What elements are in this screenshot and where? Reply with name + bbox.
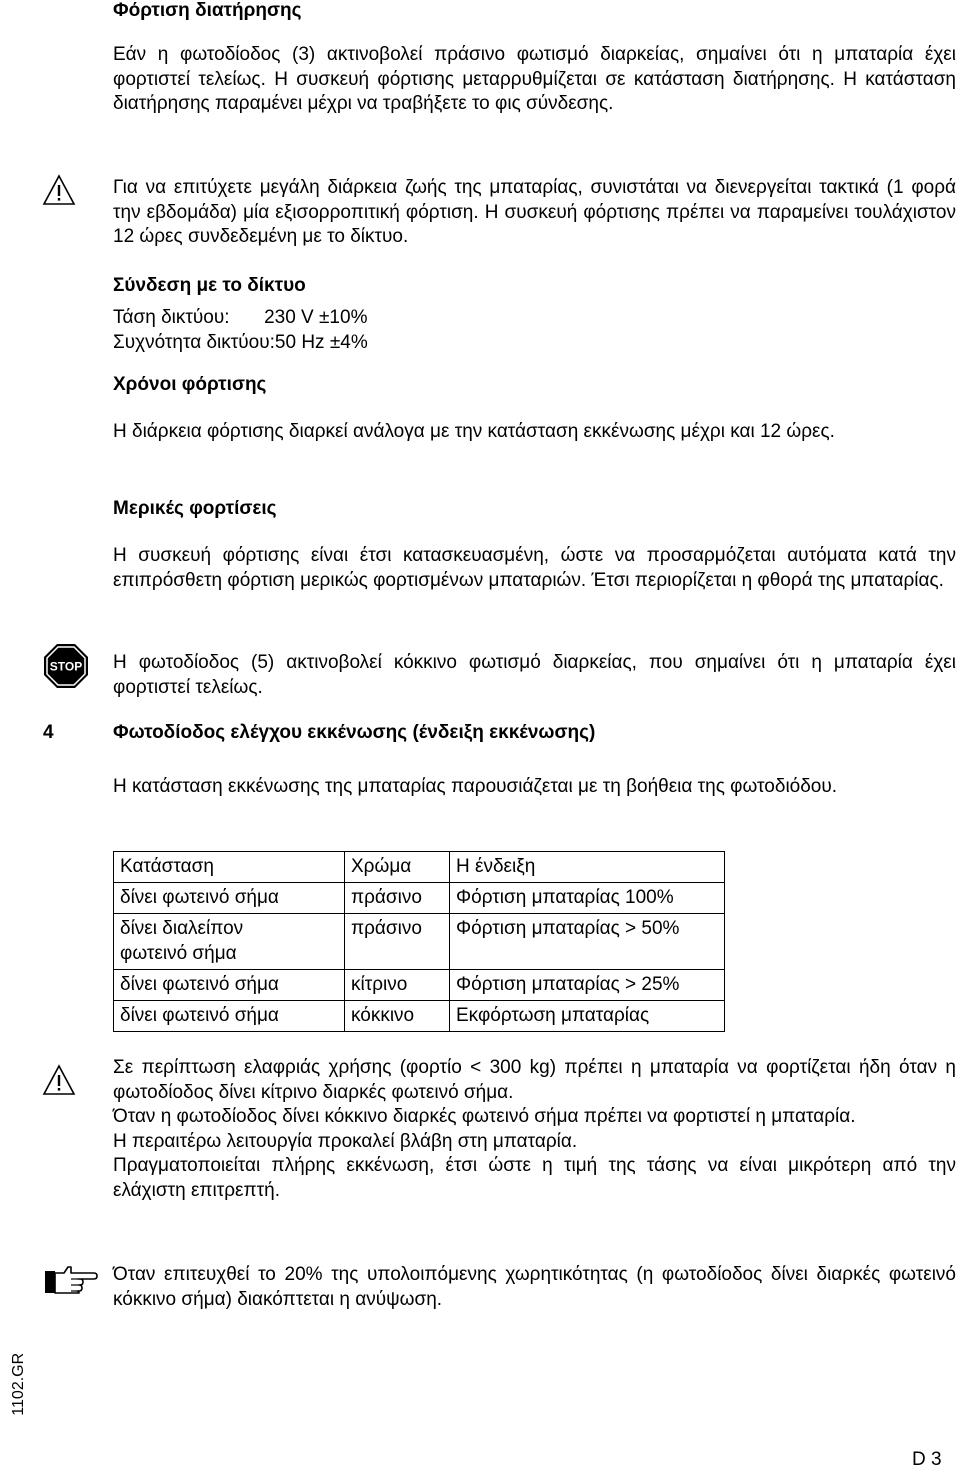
frequency-value: 50 Hz ±4% <box>274 332 368 353</box>
table-cell: κόκκινο <box>345 1001 450 1032</box>
mains-voltage-row <box>113 306 713 331</box>
charging-times-heading: Χρόνοι φόρτισης <box>113 374 267 395</box>
partial-charges-text: Η συσκευή φόρτισης είναι έτσι κατασκευασμένη, ώστε να προσαρμόζεται αυτόματα κατά την επιπρόσθετη φόρτιση μερικώς φορτισμένων μπαταριών. Έτσι περιορίζεται η φθορά της μπαταρίας. <box>113 545 956 591</box>
table-row <box>114 970 725 1001</box>
table-row <box>114 883 725 914</box>
table-header-row <box>114 852 725 883</box>
warning-discharge-line: Σε περίπτωση ελαφριάς χρήσης (φορτίο < 300 kg) πρέπει η μπαταρία να φορτίζεται ήδη όταν η φωτοδίοδος δίνει κίτρινο διαρκές φωτεινό σήμα. <box>113 1057 956 1103</box>
table-header-cell: Η ένδειξη <box>450 852 725 883</box>
page-number: D 3 <box>912 1449 942 1470</box>
hand-note-text: Όταν επιτευχθεί το 20% της υπολοιπόμενης χωρητικότητας (η φωτοδίοδος δίνει διαρκές φωτεινό κόκκινο σήμα) διακόπτεται η ανύψωση. <box>113 1264 956 1310</box>
warning-discharge-line: Η περαιτέρω λειτουργία προκαλεί βλάβη στη μπαταρία. <box>113 1130 578 1152</box>
table-cell: δίνει φωτεινό σήμα <box>114 883 345 914</box>
maintenance-text: Εάν η φωτοδίοδος (3) ακτινοβολεί πράσινο φωτισμό διαρκείας, σημαίνει ότι η μπαταρία έχει φορτιστεί τελείως. Η συσκευή φόρτισης μεταρρυθμίζεται σε κατάσταση διατήρησης. Η κατάσταση διατήρησης παραμένει μέχρι να τραβήξετε το φις σύνδεσης. <box>113 44 956 114</box>
table-header-cell: Χρώμα <box>345 852 450 883</box>
table-cell: δίνει φωτεινό σήμα <box>114 1001 345 1032</box>
table-cell: Εκφόρτωση μπαταρίας <box>450 1001 725 1032</box>
warning-discharge-block <box>113 1056 956 1203</box>
table-row <box>114 1001 725 1032</box>
warning-triangle-icon <box>42 1064 76 1096</box>
warning-equalizing-charge-text: Για να επιτύχετε μεγάλη διάρκεια ζωής της μπαταρίας, συνιστάται να διενεργείται τακτικά (1 φορά την εβδομάδα) μία εξισορροπιτική φόρτιση. Η συσκευή φόρτισης πρέπει να παραμείνει τουλάχιστον 12 ώρες συνδεδεμένη με το δίκτυο. <box>113 177 956 247</box>
table-cell: πράσινο <box>345 914 450 970</box>
section-number: 4 <box>43 722 54 743</box>
section-heading: Φωτοδίοδος ελέγχου εκκένωσης (ένδειξη εκκένωσης) <box>113 722 596 743</box>
section-intro-text: Η κατάσταση εκκένωσης της μπαταρίας παρουσιάζεται με τη βοήθεια της φωτοδιόδου. <box>113 776 838 797</box>
discharge-status-table <box>113 851 725 1032</box>
table-cell: δίνει φωτεινό σήμα <box>114 970 345 1001</box>
stop-sign-icon <box>43 643 89 689</box>
warning-discharge-line: Πραγματοποιείται πλήρης εκκένωση, έτσι ώστε η τιμή της τάσης να είναι μικρότερη από την ελάχιστη επιτρεπτή. <box>113 1155 956 1201</box>
table-cell: Φόρτιση μπαταρίας > 25% <box>450 970 725 1001</box>
table-cell: κίτρινο <box>345 970 450 1001</box>
stop-note-text: Η φωτοδίοδος (5) ακτινοβολεί κόκκινο φωτισμό διαρκείας, που σημαίνει ότι η μπαταρία έχει φορτιστεί τελείως. <box>113 652 956 698</box>
mains-frequency-row <box>113 331 713 356</box>
table-header-cell: Κατάσταση <box>114 852 345 883</box>
mains-heading: Σύνδεση με το δίκτυο <box>113 275 306 296</box>
charging-times-text: Η διάρκεια φόρτισης διαρκεί ανάλογα με την κατάσταση εκκένωσης μέχρι και 12 ώρες. <box>113 421 835 442</box>
table-row <box>114 914 725 970</box>
warning-discharge-line: Όταν η φωτοδίοδος δίνει κόκκινο διαρκές φωτεινό σήμα πρέπει να φορτιστεί η μπαταρία. <box>113 1106 856 1127</box>
maintenance-heading: Φόρτιση διατήρησης <box>113 0 302 21</box>
warning-triangle-icon <box>42 174 76 206</box>
table-cell: πράσινο <box>345 883 450 914</box>
partial-charges-heading: Μερικές φορτίσεις <box>113 498 277 519</box>
document-code: 1102.GR <box>9 1352 27 1416</box>
voltage-label: Τάση δικτύου: <box>113 307 230 328</box>
stop-sign-text: STOP <box>49 659 83 674</box>
frequency-label: Συχνότητα δικτύου: <box>113 332 275 353</box>
table-cell: δίνει διαλείπον φωτεινό σήμα <box>114 914 345 970</box>
voltage-value: 230 V ±10% <box>264 307 368 328</box>
table-cell: Φόρτιση μπαταρίας > 50% <box>450 914 725 970</box>
table-cell: Φόρτιση μπαταρίας 100% <box>450 883 725 914</box>
pointing-hand-icon <box>44 1261 98 1295</box>
